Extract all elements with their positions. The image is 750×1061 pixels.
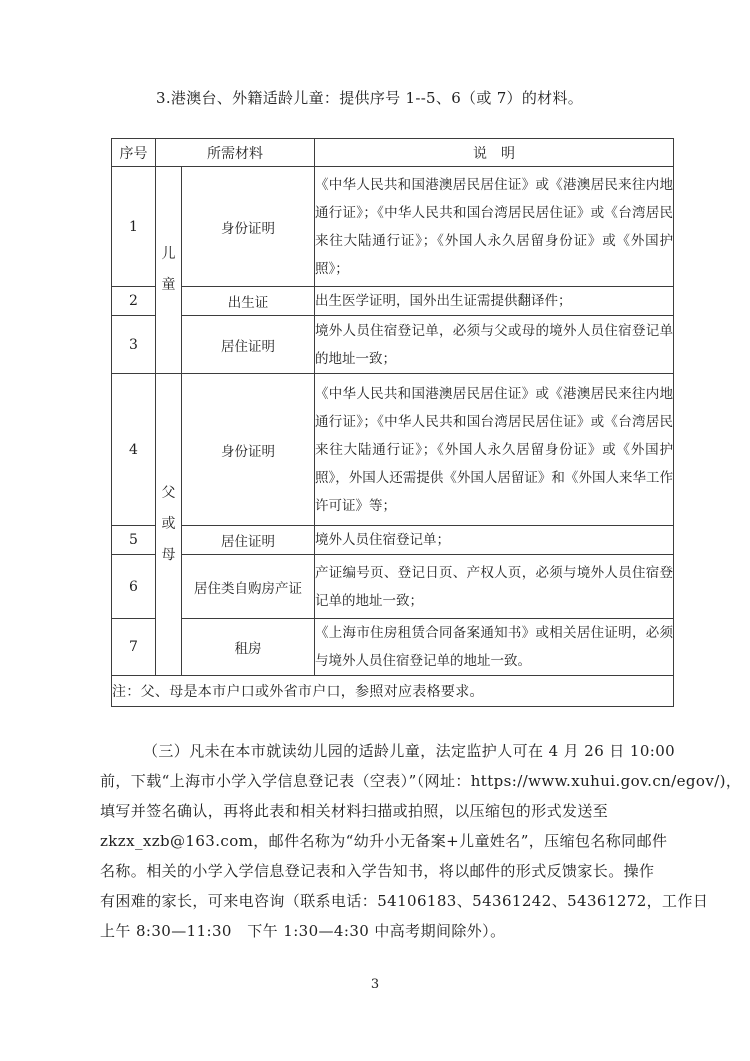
seq-cell: 5 (112, 526, 156, 555)
seq-cell: 3 (112, 316, 156, 374)
explanation-cell: 《上海市住房租赁合同备案通知书》或相关居住证明，必须与境外人员住宿登记单的地址一致。 (315, 619, 674, 676)
table-header-row (112, 139, 674, 167)
body-paragraph (100, 736, 742, 946)
paragraph-line: （三）凡未在本市就读幼儿园的适龄儿童，法定监护人可在 4 月 26 日 10:00 (143, 742, 676, 760)
material-cell: 居住证明 (182, 316, 315, 374)
seq-cell: 6 (112, 555, 156, 619)
group-label-children: 儿童 (156, 167, 182, 374)
header-seq: 序号 (112, 139, 156, 167)
explanation-cell: 《中华人民共和国港澳居民居住证》或《港澳居民来往内地通行证》；《中华人民共和国台湾居民居住证》或《台湾居民来往大陆通行证》；《外国人永久居留身份证》或《外国护照》，外国人还需提供《外国人居留证》和《外国人来华工作许可证》等； (315, 374, 674, 526)
material-cell: 居住证明 (182, 526, 315, 555)
paragraph-line: 有困难的家长，可来电咨询（联系电话：54106183、54361242、54361272，工作日 (100, 892, 709, 910)
materials-table (111, 138, 674, 707)
intro-line: 3.港澳台、外籍适龄儿童：提供序号 1--5、6（或 7）的材料。 (156, 89, 584, 107)
explanation-cell: 境外人员住宿登记单，必须与父或母的境外人员住宿登记单的地址一致； (315, 316, 674, 374)
table-note: 注：父、母是本市户口或外省市户口，参照对应表格要求。 (112, 676, 674, 707)
table-row (112, 526, 674, 555)
header-explanation: 说 明 (315, 139, 674, 167)
explanation-cell: 出生医学证明，国外出生证需提供翻译件； (315, 287, 674, 316)
material-cell: 身份证明 (182, 374, 315, 526)
table-row (112, 287, 674, 316)
table-note-row (112, 676, 674, 707)
seq-cell: 4 (112, 374, 156, 526)
material-cell: 身份证明 (182, 167, 315, 287)
material-cell: 居住类自购房产证 (182, 555, 315, 619)
material-cell: 租房 (182, 619, 315, 676)
page-number: 3 (370, 977, 380, 992)
seq-cell: 2 (112, 287, 156, 316)
explanation-cell: 境外人员住宿登记单； (315, 526, 674, 555)
explanation-cell: 产证编号页、登记日页、产权人页，必须与境外人员住宿登记单的地址一致； (315, 555, 674, 619)
header-material: 所需材料 (156, 139, 315, 167)
table-row (112, 555, 674, 619)
paragraph-line: 上午 8:30—11:30 下午 1:30—4:30 中高考期间除外）。 (100, 922, 506, 940)
paragraph-line: zkzx_xzb@163.com，邮件名称为“幼升小无备案+儿童姓名”，压缩包名称同邮件 (100, 832, 668, 850)
seq-cell: 7 (112, 619, 156, 676)
table-row (112, 374, 674, 526)
seq-cell: 1 (112, 167, 156, 287)
paragraph-line: 名称。相关的小学入学信息登记表和入学告知书，将以邮件的形式反馈家长。操作 (100, 862, 655, 880)
group-label-parent: 父或母 (156, 374, 182, 676)
table-row (112, 619, 674, 676)
paragraph-line: 前，下载“上海市小学入学信息登记表（空表）”（网址：https://www.xuhui.gov.cn/egov/)， (100, 772, 742, 790)
table-row (112, 167, 674, 287)
explanation-cell: 《中华人民共和国港澳居民居住证》或《港澳居民来往内地通行证》；《中华人民共和国台湾居民居住证》或《台湾居民来往大陆通行证》；《外国人永久居留身份证》或《外国护照》； (315, 167, 674, 287)
material-cell: 出生证 (182, 287, 315, 316)
paragraph-line: 填写并签名确认，再将此表和相关材料扫描或拍照，以压缩包的形式发送至 (100, 802, 609, 820)
table-row (112, 316, 674, 374)
